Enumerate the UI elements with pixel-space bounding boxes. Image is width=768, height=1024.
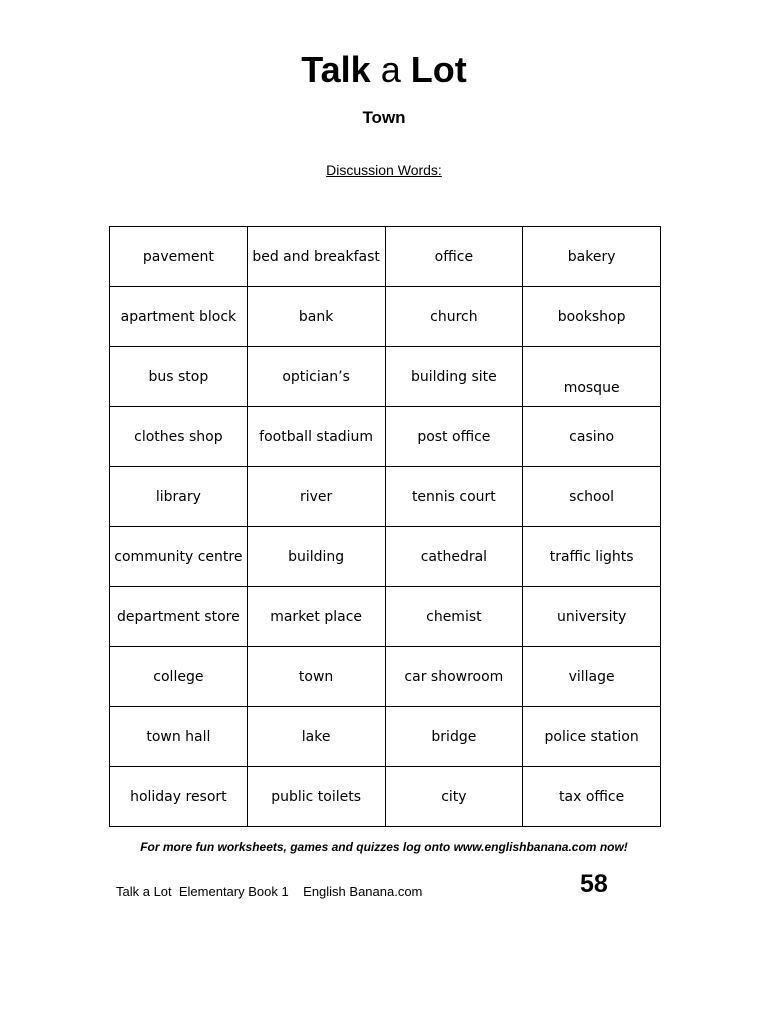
discussion-words-table (109, 226, 661, 827)
table-row (110, 407, 661, 467)
word-cell: apartment block (110, 287, 248, 347)
table-row (110, 707, 661, 767)
word-cell: chemist (385, 587, 523, 647)
word-cell: holiday resort (110, 767, 248, 827)
word-cell: office (385, 227, 523, 287)
title-word-a: a (380, 49, 401, 90)
word-cell: town hall (110, 707, 248, 767)
word-cell: car showroom (385, 647, 523, 707)
table-row (110, 767, 661, 827)
word-cell: market place (247, 587, 385, 647)
word-cell: bank (247, 287, 385, 347)
title-word-lot: Lot (410, 49, 467, 90)
table-row (110, 467, 661, 527)
word-cell: river (247, 467, 385, 527)
page-number: 58 (580, 870, 608, 898)
word-cell: bed and breakfast (247, 227, 385, 287)
word-cell: department store (110, 587, 248, 647)
title-word-talk: Talk (301, 49, 371, 90)
word-cell: bakery (523, 227, 661, 287)
word-cell: clothes shop (110, 407, 248, 467)
word-cell: village (523, 647, 661, 707)
word-cell: bridge (385, 707, 523, 767)
table-row (110, 587, 661, 647)
word-cell: optician’s (247, 347, 385, 407)
word-cell: city (385, 767, 523, 827)
table-row (110, 287, 661, 347)
page-title (0, 48, 768, 92)
word-cell: mosque (523, 347, 661, 407)
word-cell: public toilets (247, 767, 385, 827)
word-cell: post office (385, 407, 523, 467)
word-cell: police station (523, 707, 661, 767)
table-row (110, 527, 661, 587)
promo-note: For more fun worksheets, games and quizzes log onto www.englishbanana.com now! (140, 840, 628, 854)
word-cell: community centre (110, 527, 248, 587)
discussion-heading (0, 162, 768, 178)
word-cell: church (385, 287, 523, 347)
word-cell: football stadium (247, 407, 385, 467)
book-title-footer: Talk a Lot Elementary Book 1 English Banana.com (116, 884, 423, 899)
word-cell: school (523, 467, 661, 527)
table-row (110, 647, 661, 707)
word-cell: tax office (523, 767, 661, 827)
word-cell: bus stop (110, 347, 248, 407)
word-cell: building site (385, 347, 523, 407)
word-cell: building (247, 527, 385, 587)
word-cell: pavement (110, 227, 248, 287)
word-cell: college (110, 647, 248, 707)
page-subtitle: Town (362, 108, 406, 127)
word-cell: bookshop (523, 287, 661, 347)
word-cell: cathedral (385, 527, 523, 587)
table-row (110, 347, 661, 407)
table-row (110, 227, 661, 287)
word-cell: town (247, 647, 385, 707)
word-cell: library (110, 467, 248, 527)
word-cell: traffic lights (523, 527, 661, 587)
word-cell: casino (523, 407, 661, 467)
discussion-label: Discussion Words: (326, 162, 442, 178)
word-cell: university (523, 587, 661, 647)
word-cell: lake (247, 707, 385, 767)
word-cell: tennis court (385, 467, 523, 527)
